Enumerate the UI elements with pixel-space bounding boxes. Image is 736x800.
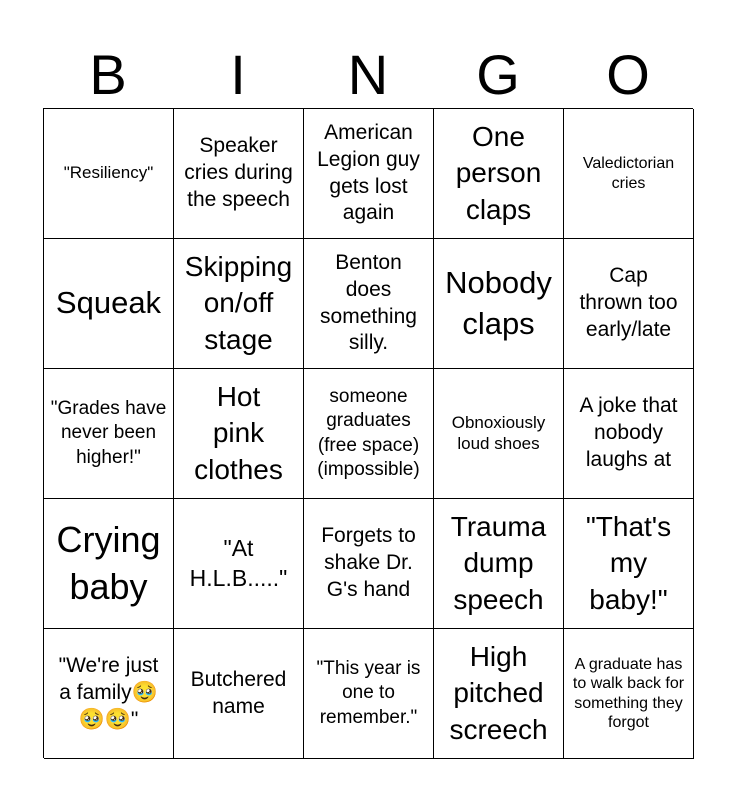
cell-text: American Legion guy gets lost again xyxy=(317,120,420,225)
cell-text: "That's my baby!" xyxy=(585,510,672,615)
bingo-cell-r3c4[interactable] xyxy=(434,369,564,499)
header-letter-o: O xyxy=(606,43,650,106)
cell-text: Skipping on/off stage xyxy=(184,250,293,355)
cell-text: Valedictorian cries xyxy=(582,155,675,192)
cell-text: Squeak xyxy=(55,285,162,321)
cell-text: A joke that nobody laughs at xyxy=(579,394,678,471)
cell-text: "This year is one to remember." xyxy=(316,658,421,728)
bingo-cell-r4c5[interactable] xyxy=(564,499,694,629)
bingo-cell-r5c1[interactable] xyxy=(44,629,174,759)
bingo-cell-r2c4[interactable] xyxy=(434,239,564,369)
cell-text: A graduate has to walk back for something they forgot xyxy=(572,656,685,731)
cell-text: High pitched screech xyxy=(449,640,548,745)
bingo-cell-r4c4[interactable] xyxy=(434,499,564,629)
bingo-cell-r1c5[interactable] xyxy=(564,109,694,239)
cell-text: "We're just a family🥹🥹🥹" xyxy=(58,654,159,731)
bingo-cell-r4c1[interactable] xyxy=(44,499,174,629)
cell-text: Forgets to shake Dr. G's hand xyxy=(321,524,416,601)
header-letter-b: B xyxy=(89,43,127,106)
cell-text: Trauma dump speech xyxy=(450,510,547,615)
bingo-cell-r3c3[interactable] xyxy=(304,369,434,499)
bingo-cell-r1c3[interactable] xyxy=(304,109,434,239)
header-letter-n: N xyxy=(347,43,389,106)
header-letter-i: I xyxy=(230,43,246,106)
bingo-cell-r4c3[interactable] xyxy=(304,499,434,629)
bingo-cell-r2c5[interactable] xyxy=(564,239,694,369)
cell-text: "Resiliency" xyxy=(63,163,154,183)
cell-text: Hot pink clothes xyxy=(194,380,283,485)
cell-text: someone graduates (free space) (impossible) xyxy=(317,385,420,480)
bingo-cell-r1c1[interactable] xyxy=(44,109,174,239)
bingo-cell-r1c4[interactable] xyxy=(434,109,564,239)
bingo-cell-r3c5[interactable] xyxy=(564,369,694,499)
cell-text: "Grades have never been higher!" xyxy=(50,398,167,468)
cell-text: Butchered name xyxy=(190,667,287,718)
bingo-cell-r2c3[interactable] xyxy=(304,239,434,369)
bingo-header xyxy=(43,42,693,108)
bingo-cell-r3c2[interactable] xyxy=(174,369,304,499)
bingo-cell-r2c1[interactable] xyxy=(44,239,174,369)
cell-text: Benton does something silly. xyxy=(320,250,417,355)
bingo-board xyxy=(43,108,693,758)
bingo-cell-r4c2[interactable] xyxy=(174,499,304,629)
bingo-cell-r5c3[interactable] xyxy=(304,629,434,759)
bingo-cell-r1c2[interactable] xyxy=(174,109,304,239)
cell-text: Speaker cries during the speech xyxy=(184,134,293,211)
cell-text: "At H.L.B....." xyxy=(189,535,288,591)
header-letter-g: G xyxy=(476,43,520,106)
cell-text: Cap thrown too early/late xyxy=(579,264,678,341)
cell-text: One person claps xyxy=(455,120,542,225)
bingo-cell-r5c2[interactable] xyxy=(174,629,304,759)
bingo-cell-r5c4[interactable] xyxy=(434,629,564,759)
cell-text: Obnoxiously loud shoes xyxy=(451,413,546,453)
cell-text: Crying baby xyxy=(56,518,161,607)
bingo-cell-r5c5[interactable] xyxy=(564,629,694,759)
bingo-cell-r3c1[interactable] xyxy=(44,369,174,499)
bingo-cell-r2c2[interactable] xyxy=(174,239,304,369)
cell-text: Nobody claps xyxy=(445,265,552,341)
